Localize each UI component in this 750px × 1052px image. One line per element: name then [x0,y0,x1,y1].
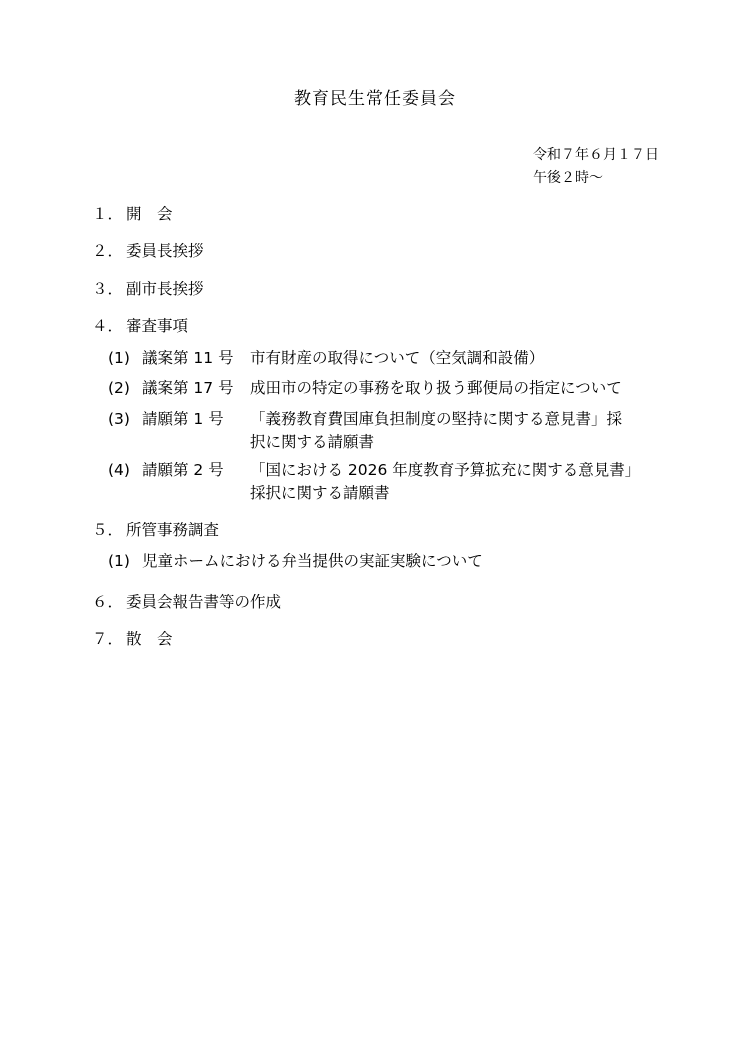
agenda-number: ５． [92,521,124,539]
survey-item [108,550,483,573]
agenda-item-closing [92,627,173,651]
review-item-number: (4) [108,461,130,479]
review-item-doc: 請願第 1 号 [142,410,224,428]
agenda-label: 副市長挨拶 [126,280,204,298]
review-item-continuation: 採択に関する請願書 [250,484,390,502]
agenda-label: 開 会 [126,205,173,223]
review-item-number: (2) [108,379,130,397]
agenda-label: 散 会 [126,630,173,648]
survey-item-number: (1) [108,552,130,570]
review-item [108,377,622,400]
agenda-item-opening [92,202,173,226]
agenda-number: １． [92,205,124,223]
agenda-label: 所管事務調査 [126,521,220,539]
agenda-item-review [92,314,188,338]
agenda-number: ６． [92,593,124,611]
meeting-datetime [533,144,659,190]
agenda-item-report [92,590,281,614]
agenda-item-vice-mayor-greeting [92,277,204,301]
review-item [108,347,544,370]
review-item-text: 「国における 2026 年度教育予算拡充に関する意見書」 [250,461,641,479]
agenda-number: ４． [92,317,124,335]
review-item-number: (1) [108,349,130,367]
meeting-date: 令和７年６月１７日 [533,147,659,163]
agenda-label: 委員会報告書等の作成 [126,593,282,611]
review-item-text: 成田市の特定の事務を取り扱う郵便局の指定について [250,379,622,397]
review-item-doc: 議案第 11 号 [142,349,234,367]
review-item-doc: 請願第 2 号 [142,461,224,479]
review-item-text: 「義務教育費国庫負担制度の堅持に関する意見書」採 [250,410,623,428]
review-item [108,408,622,431]
review-item-text: 市有財産の取得について（空気調和設備） [250,349,545,367]
review-item-continuation: 択に関する請願書 [250,433,375,451]
review-item-number: (3) [108,410,130,428]
meeting-time: 午後２時～ [533,170,603,186]
survey-item-text: 児童ホームにおける弁当提供の実証実験について [142,552,483,570]
agenda-item-survey [92,518,219,542]
agenda-number: ２． [92,242,124,260]
review-item [108,459,640,482]
page-title: 教育民生常任委員会 [294,89,456,109]
agenda-number: ３． [92,280,124,298]
agenda-item-chair-greeting [92,239,204,263]
agenda-number: ７． [92,630,124,648]
review-item-doc: 議案第 17 号 [142,379,234,397]
agenda-label: 審査事項 [126,317,189,335]
agenda-label: 委員長挨拶 [126,242,204,260]
